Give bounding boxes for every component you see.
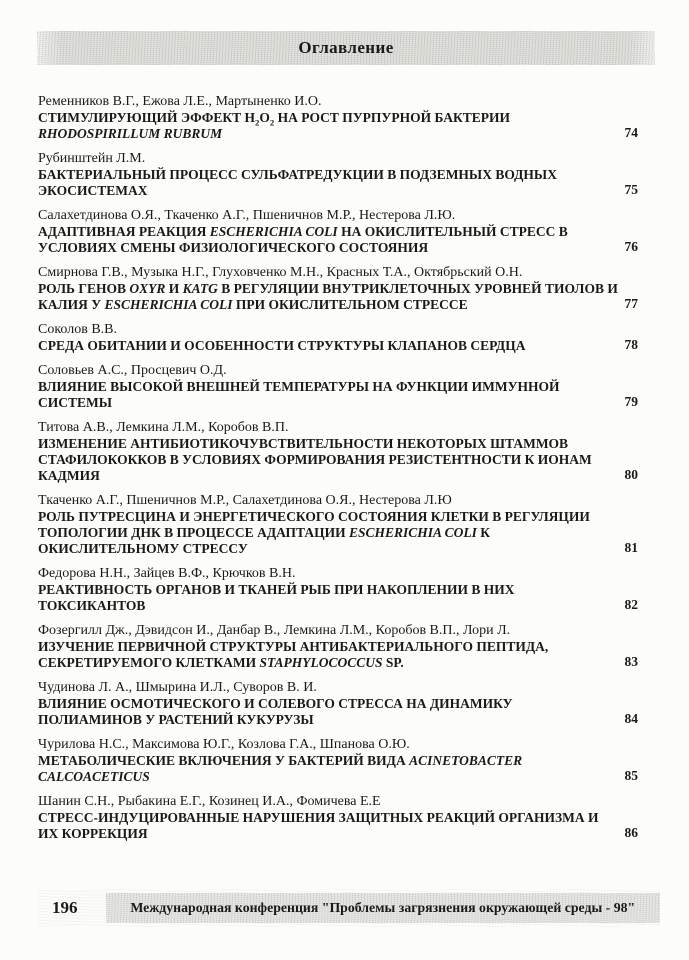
toc-entry <box>38 322 640 354</box>
entry-authors: Соловьев А.С., Просцевич О.Д. <box>38 363 227 378</box>
toc-entry <box>38 208 640 256</box>
entry-title: РОЛЬ ГЕНОВ OXYR И KATG В РЕГУЛЯЦИИ ВНУТРИКЛЕТОЧНЫХ УРОВНЕЙ ТИОЛОВ И КАЛИЯ У ESCHERICHIA COLI ПРИ ОКИСЛИТЕЛЬНОМ СТРЕССЕ <box>38 281 618 312</box>
entry-title: МЕТАБОЛИЧЕСКИЕ ВКЛЮЧЕНИЯ У БАКТЕРИЙ ВИДА ACINETOBACTER CALCOACETICUS <box>38 753 523 784</box>
entry-title: БАКТЕРИАЛЬНЫЙ ПРОЦЕСС СУЛЬФАТРЕДУКЦИИ В ПОДЗЕМНЫХ ВОДНЫХ ЭКОСИСТЕМАХ <box>38 167 557 198</box>
entry-authors: Титова А.В., Лемкина Л.М., Коробов В.П. <box>38 420 289 435</box>
entry-authors: Рубинштейн Л.М. <box>38 151 146 166</box>
toc-list <box>38 94 640 851</box>
entry-page-number: 74 <box>624 125 638 140</box>
entry-page-number: 78 <box>624 337 638 352</box>
entry-page-number: 86 <box>624 825 638 840</box>
entry-page-number: 83 <box>624 654 638 669</box>
folio-page-number: 196 <box>52 898 78 917</box>
toc-entry <box>38 493 640 557</box>
entry-page-number: 76 <box>624 239 638 254</box>
entry-title: ВЛИЯНИЕ ВЫСОКОЙ ВНЕШНЕЙ ТЕМПЕРАТУРЫ НА ФУНКЦИИ ИММУННОЙ СИСТЕМЫ <box>38 379 560 410</box>
entry-authors: Ткаченко А.Г., Пшеничнов М.Р., Салахетдинова О.Я., Нестерова Л.Ю <box>38 493 452 508</box>
entry-title: ИЗУЧЕНИЕ ПЕРВИЧНОЙ СТРУКТУРЫ АНТИБАКТЕРИАЛЬНОГО ПЕПТИДА, СЕКРЕТИРУЕМОГО КЛЕТКАМИ STAPHYLOCOCCUS SP. <box>38 639 549 670</box>
conference-title: Международная конференция "Проблемы загрязнения окружающей среды - 98" <box>130 900 636 915</box>
entry-title: ИЗМЕНЕНИЕ АНТИБИОТИКОЧУВСТВИТЕЛЬНОСТИ НЕКОТОРЫХ ШТАММОВ СТАФИЛОКОККОВ В УСЛОВИЯХ ФОРМИРОВАНИЯ РЕЗИСТЕНТНОСТИ К ИОНАМ КАДМИЯ <box>38 436 592 483</box>
entry-page-number: 82 <box>624 597 638 612</box>
toc-entry <box>38 265 640 313</box>
entry-page-number: 81 <box>624 540 638 555</box>
entry-authors: Фозергилл Дж., Дэвидсон И., Данбар В., Лемкина Л.М., Коробов В.П., Лори Л. <box>38 623 511 638</box>
toc-entry <box>38 737 640 785</box>
entry-page-number: 75 <box>624 182 638 197</box>
entry-authors: Ременников В.Г., Ежова Л.Е., Мартыненко И.О. <box>38 94 322 109</box>
page-title: Оглавление <box>298 38 394 57</box>
entry-authors: Чурилова Н.С., Максимова Ю.Г., Козлова Г.А., Шпанова О.Ю. <box>38 737 410 752</box>
toc-entry <box>38 151 640 199</box>
entry-title: АДАПТИВНАЯ РЕАКЦИЯ ESCHERICHIA COLI НА ОКИСЛИТЕЛЬНЫЙ СТРЕСС В УСЛОВИЯХ СМЕНЫ ФИЗИОЛОГИЧЕСКОГО СОСТОЯНИЯ <box>38 224 568 255</box>
entry-authors: Чудинова Л. А., Шмырина И.Л., Суворов В. И. <box>38 680 317 695</box>
entry-authors: Соколов В.В. <box>38 322 118 337</box>
page-footer <box>38 889 660 927</box>
toc-entry <box>38 794 640 842</box>
toc-entry <box>38 680 640 728</box>
entry-authors: Салахетдинова О.Я., Ткаченко А.Г., Пшеничнов М.Р., Нестерова Л.Ю. <box>38 208 456 223</box>
toc-entry <box>38 420 640 484</box>
toc-header-band <box>37 31 655 65</box>
toc-entry <box>38 363 640 411</box>
toc-entry <box>38 94 640 142</box>
entry-page-number: 80 <box>624 467 638 482</box>
entry-title: РОЛЬ ПУТРЕСЦИНА И ЭНЕРГЕТИЧЕСКОГО СОСТОЯНИЯ КЛЕТКИ В РЕГУЛЯЦИИ ТОПОЛОГИИ ДНК В ПРОЦЕССЕ АДАПТАЦИИ ESCHERICHIA COLI К ОКИСЛИТЕЛЬНОМУ СТРЕССУ <box>38 509 590 556</box>
entry-authors: Федорова Н.Н., Зайцев В.Ф., Крючков В.Н. <box>38 566 296 581</box>
toc-entry <box>38 623 640 671</box>
entry-authors: Шанин С.Н., Рыбакина Е.Г., Козинец И.А., Фомичева Е.Е <box>38 794 381 809</box>
entry-title: СТРЕСС-ИНДУЦИРОВАННЫЕ НАРУШЕНИЯ ЗАЩИТНЫХ РЕАКЦИЙ ОРГАНИЗМА И ИХ КОРРЕКЦИЯ <box>38 810 599 841</box>
entry-title: СТИМУЛИРУЮЩИЙ ЭФФЕКТ $H_2O_2$ НА РОСТ ПУРПУРНОЙ БАКТЕРИИ RHODOSPIRILLUM RUBRUM <box>38 110 510 141</box>
entry-title: СРЕДА ОБИТАНИИ И ОСОБЕННОСТИ СТРУКТУРЫ КЛАПАНОВ СЕРДЦА <box>38 338 526 353</box>
toc-entry <box>38 566 640 614</box>
entry-page-number: 79 <box>624 394 638 409</box>
entry-title: РЕАКТИВНОСТЬ ОРГАНОВ И ТКАНЕЙ РЫБ ПРИ НАКОПЛЕНИИ В НИХ ТОКСИКАНТОВ <box>38 582 515 613</box>
entry-title: ВЛИЯНИЕ ОСМОТИЧЕСКОГО И СОЛЕВОГО СТРЕССА НА ДИНАМИКУ ПОЛИАМИНОВ У РАСТЕНИЙ КУКУРУЗЫ <box>38 696 513 727</box>
footer-band <box>106 893 661 923</box>
entry-page-number: 85 <box>624 768 638 783</box>
entry-authors: Смирнова Г.В., Музыка Н.Г., Глуховченко М.Н., Красных Т.А., Октябрьский О.Н. <box>38 265 523 280</box>
entry-page-number: 77 <box>624 296 638 311</box>
entry-page-number: 84 <box>624 711 638 726</box>
